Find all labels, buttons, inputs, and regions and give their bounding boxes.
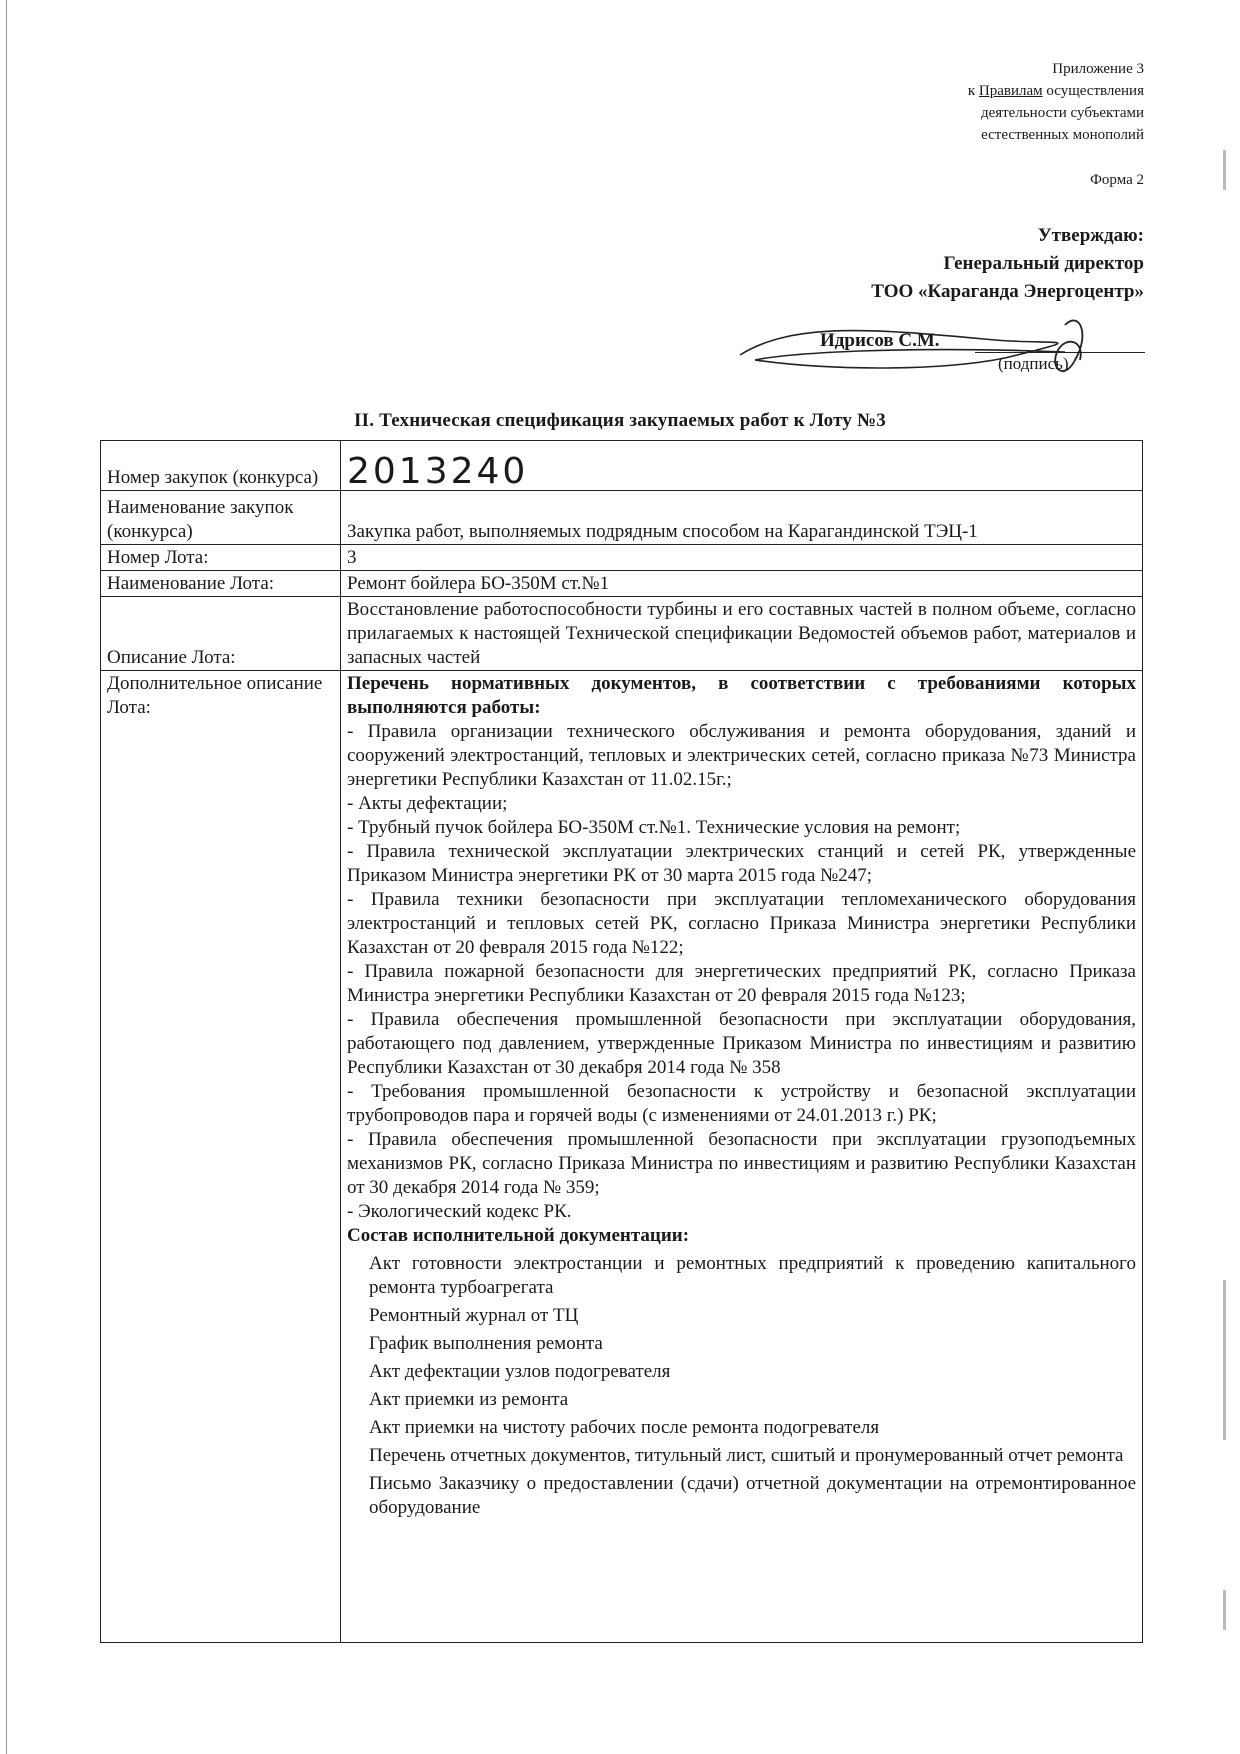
lot-number-value: 3 [341, 545, 1143, 571]
purchase-name-value: Закупка работ, выполняемых подрядным способом на Карагандинской ТЭЦ-1 [341, 491, 1143, 545]
normative-item: - Экологический кодекс РК. [347, 1201, 572, 1222]
approve-label: Утверждаю: [1037, 225, 1144, 246]
additional-description-value [341, 671, 1143, 1643]
purchase-number-label: Номер закупок (конкурса) [101, 441, 341, 491]
docs-item: Акт готовности электростанции и ремонтных предприятий к проведению капитального ремонта турбоагрегата [369, 1253, 1136, 1298]
normative-item: - Правила технической эксплуатации электрических станций и сетей РК, утвержденные Приказом Министра энергетики РК от 30 марта 2015 года №247; [347, 841, 1136, 886]
normative-item: - Правила техники безопасности при эксплуатации тепломеханического оборудования электростанций и тепловых сетей РК, согласно Приказа Министра энергетики Республики Казахстан от 20 февраля 2015 года №122; [347, 889, 1136, 958]
table-row [101, 597, 1143, 671]
scan-right-edge-mark [1223, 150, 1226, 190]
table-row [101, 441, 1143, 491]
docs-item: График выполнения ремонта [369, 1333, 603, 1354]
normative-item: - Правила обеспечения промышленной безопасности при эксплуатации грузоподъемных механизмов РК, согласно Приказа Министра по инвестициям и развитию Республики Казахстан от 30 декабря 2014 года № 359; [347, 1129, 1136, 1198]
specification-table [100, 440, 1143, 1643]
annex-line-3: деятельности субъектами [980, 105, 1144, 121]
table-row [101, 491, 1143, 545]
docs-item: Акт приемки из ремонта [369, 1389, 569, 1410]
form-number: Форма 2 [1090, 172, 1144, 188]
approval-block [871, 222, 1144, 306]
normative-heading: Перечень нормативных документов, в соответствии с требованиями которых выполняются работы: [347, 673, 1136, 718]
normative-item: - Трубный пучок бойлера БО-350М ст.№1. Технические условия на ремонт; [347, 817, 961, 838]
additional-description-label: Дополнительное описание Лота: [101, 671, 341, 1643]
lot-name-label: Наименование Лота: [101, 571, 341, 597]
scan-right-edge-mark [1223, 1590, 1226, 1630]
approver-company: ТОО «Караганда Энергоцентр» [871, 281, 1144, 302]
normative-item: - Правила пожарной безопасности для энергетических предприятий РК, согласно Приказа Министра энергетики Республики Казахстан от 20 февраля 2015 года №123; [347, 961, 1136, 1006]
docs-item: Акт приемки на чистоту рабочих после ремонта подогревателя [369, 1417, 880, 1438]
docs-item: Акт дефектации узлов подогревателя [369, 1361, 671, 1382]
handwritten-signature [735, 300, 1155, 390]
purchase-number-handwritten: 2013240 [347, 451, 529, 492]
annex-line: Приложение 3 [1052, 61, 1144, 77]
page-title: II. Техническая спецификация закупаемых работ к Лоту №3 [354, 410, 886, 431]
lot-name-value: Ремонт бойлера БО-350М ст.№1 [341, 571, 1143, 597]
normative-item: - Требования промышленной безопасности к устройству и безопасной эксплуатации трубопроводов пара и горячей воды (с изменениями от 24.01.2013 г.) РК; [347, 1081, 1136, 1126]
signature-line [975, 352, 1145, 353]
table-row [101, 545, 1143, 571]
annex-line-4: естественных монополий [981, 127, 1144, 143]
lot-number-label: Номер Лота: [101, 545, 341, 571]
docs-item: Перечень отчетных документов, титульный лист, сшитый и пронумерованный отчет ремонта [369, 1445, 1124, 1466]
normative-item: - Правила организации технического обслуживания и ремонта оборудования, зданий и сооружений электростанций, тепловых и электрических сетей, согласно приказа №73 Министра энергетики Республики Казахстан от 11.02.15г.; [347, 721, 1136, 790]
scan-left-edge-line [6, 0, 7, 1754]
annex-note [968, 58, 1144, 146]
signature-caption: (подпись) [998, 354, 1069, 373]
docs-item: Ремонтный журнал от ТЦ [369, 1305, 579, 1326]
table-row [101, 571, 1143, 597]
docs-heading: Состав исполнительной документации: [347, 1225, 690, 1246]
approver-position: Генеральный директор [943, 253, 1144, 274]
rules-line: к Правилам осуществления [967, 83, 1144, 99]
purchase-name-label: Наименование закупок (конкурса) [101, 491, 341, 545]
scan-right-edge-mark [1223, 1280, 1226, 1440]
signer-name: Идрисов С.М. [820, 330, 940, 351]
lot-description-value: Восстановление работоспособности турбины и его составных частей в полном объеме, согласно прилагаемых к настоящей Технической спецификации Ведомостей объемов работ, материалов и запасных частей [341, 597, 1143, 671]
rules-link[interactable]: Правилам [978, 83, 1043, 99]
lot-description-label: Описание Лота: [101, 597, 341, 671]
table-row [101, 671, 1143, 1643]
normative-item: - Правила обеспечения промышленной безопасности при эксплуатации оборудования, работающего под давлением, утвержденные Приказом Министра по инвестициям и развитию Республики Казахстан от 30 декабря 2014 года № 358 [347, 1009, 1136, 1078]
docs-list [347, 1252, 1136, 1520]
normative-item: - Акты дефектации; [347, 793, 508, 814]
docs-item: Письмо Заказчику о предоставлении (сдачи) отчетной документации на отремонтированное оборудование [369, 1473, 1136, 1518]
purchase-number-value [341, 441, 1143, 491]
